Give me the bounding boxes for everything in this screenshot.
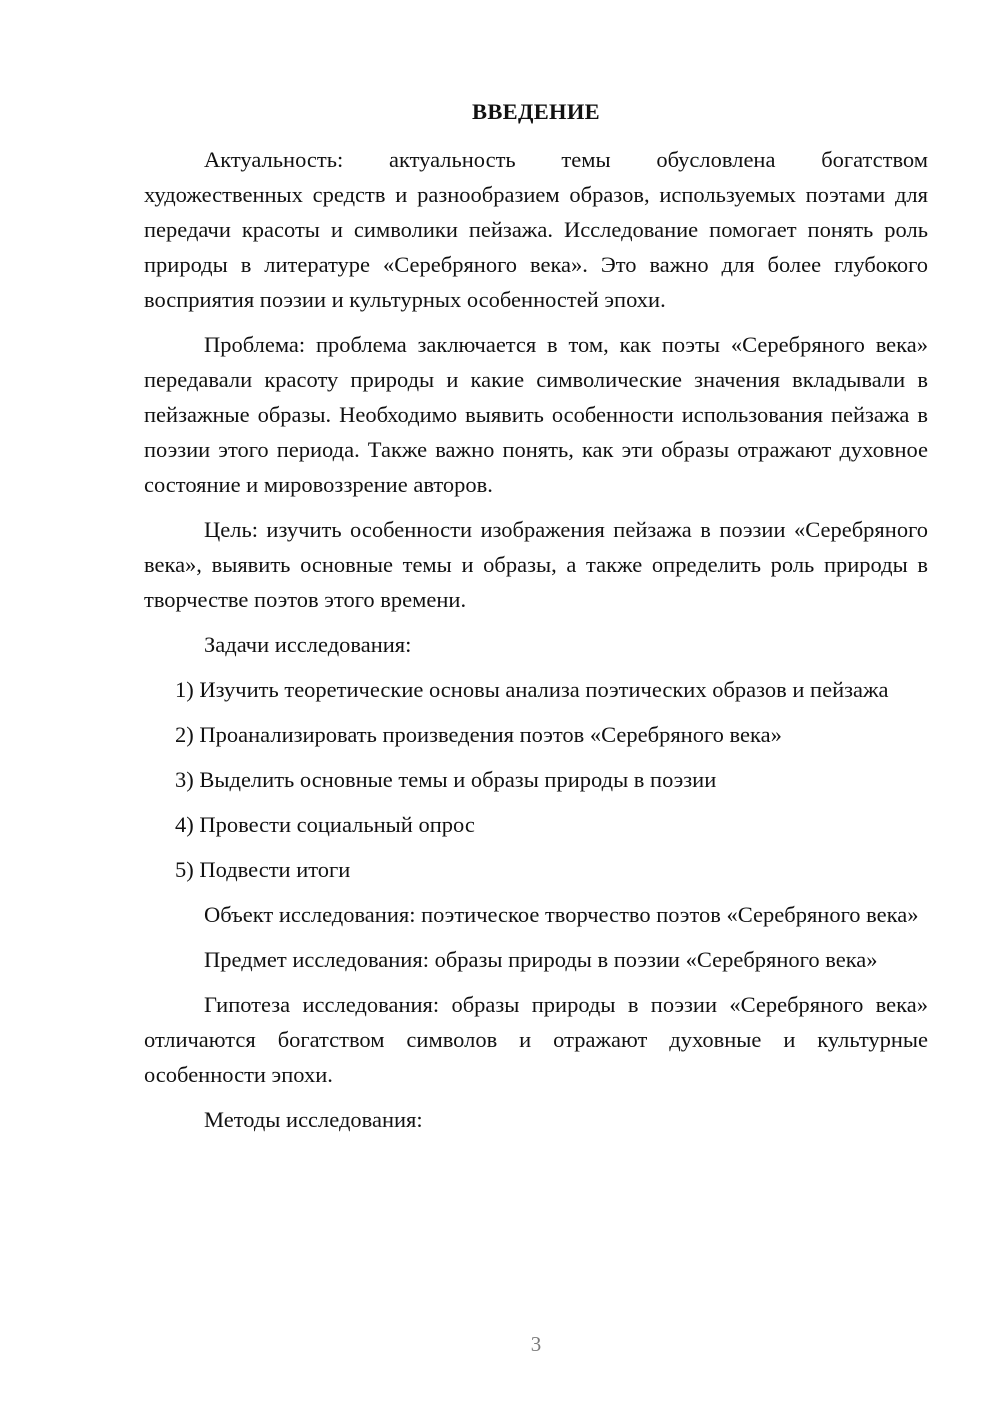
paragraph-tasks-heading: Задачи исследования:	[204, 632, 412, 657]
paragraph-problem: Проблема: проблема заключается в том, как поэты «Серебряного века» передавали красоту природы и какие символические значения вкладывали в пейзажные образы. Необходимо выявить особенности использования пейзажа в поэзии этого периода. Также важно понять, как эти образы отражают духовное состояние и мировоззрение авторов.	[144, 332, 928, 497]
section-heading: ВВЕДЕНИЕ	[472, 99, 600, 124]
task-text: Подвести итоги	[199, 857, 351, 882]
task-list	[144, 672, 928, 887]
page-number: 3	[530, 1332, 542, 1356]
task-number: 5)	[175, 857, 194, 882]
task-number: 4)	[175, 812, 194, 837]
paragraph-hypothesis: Гипотеза исследования: образы природы в поэзии «Серебряного века» отличаются богатством символов и отражают духовные и культурные особенности эпохи.	[144, 992, 928, 1087]
task-item	[144, 852, 928, 887]
paragraph-methods: Методы исследования:	[204, 1107, 423, 1132]
task-number: 2)	[175, 722, 194, 747]
paragraph-relevance: Актуальность: актуальность темы обусловлена богатством художественных средств и разнообразием образов, используемых поэтами для передачи красоты и символики пейзажа. Исследование помогает понять роль природы в литературе «Серебряного века». Это важно для более глубокого восприятия поэзии и культурных особенностей эпохи.	[144, 147, 928, 312]
task-item	[144, 762, 928, 797]
page-content	[144, 94, 928, 1147]
task-text: Провести социальный опрос	[199, 812, 475, 837]
task-item	[144, 807, 928, 842]
task-item	[144, 672, 928, 707]
task-item	[144, 717, 928, 752]
paragraph-object: Объект исследования: поэтическое творчество поэтов «Серебряного века»	[204, 902, 919, 927]
task-number: 1)	[175, 677, 194, 702]
task-number: 3)	[175, 767, 194, 792]
paragraph-subject: Предмет исследования: образы природы в поэзии «Серебряного века»	[204, 947, 878, 972]
task-text: Выделить основные темы и образы природы в поэзии	[199, 767, 717, 792]
paragraph-goal: Цель: изучить особенности изображения пейзажа в поэзии «Серебряного века», выявить основные темы и образы, а также определить роль природы в творчестве поэтов этого времени.	[144, 517, 928, 612]
task-text: Изучить теоретические основы анализа поэтических образов и пейзажа	[199, 677, 889, 702]
task-text: Проанализировать произведения поэтов «Серебряного века»	[199, 722, 782, 747]
